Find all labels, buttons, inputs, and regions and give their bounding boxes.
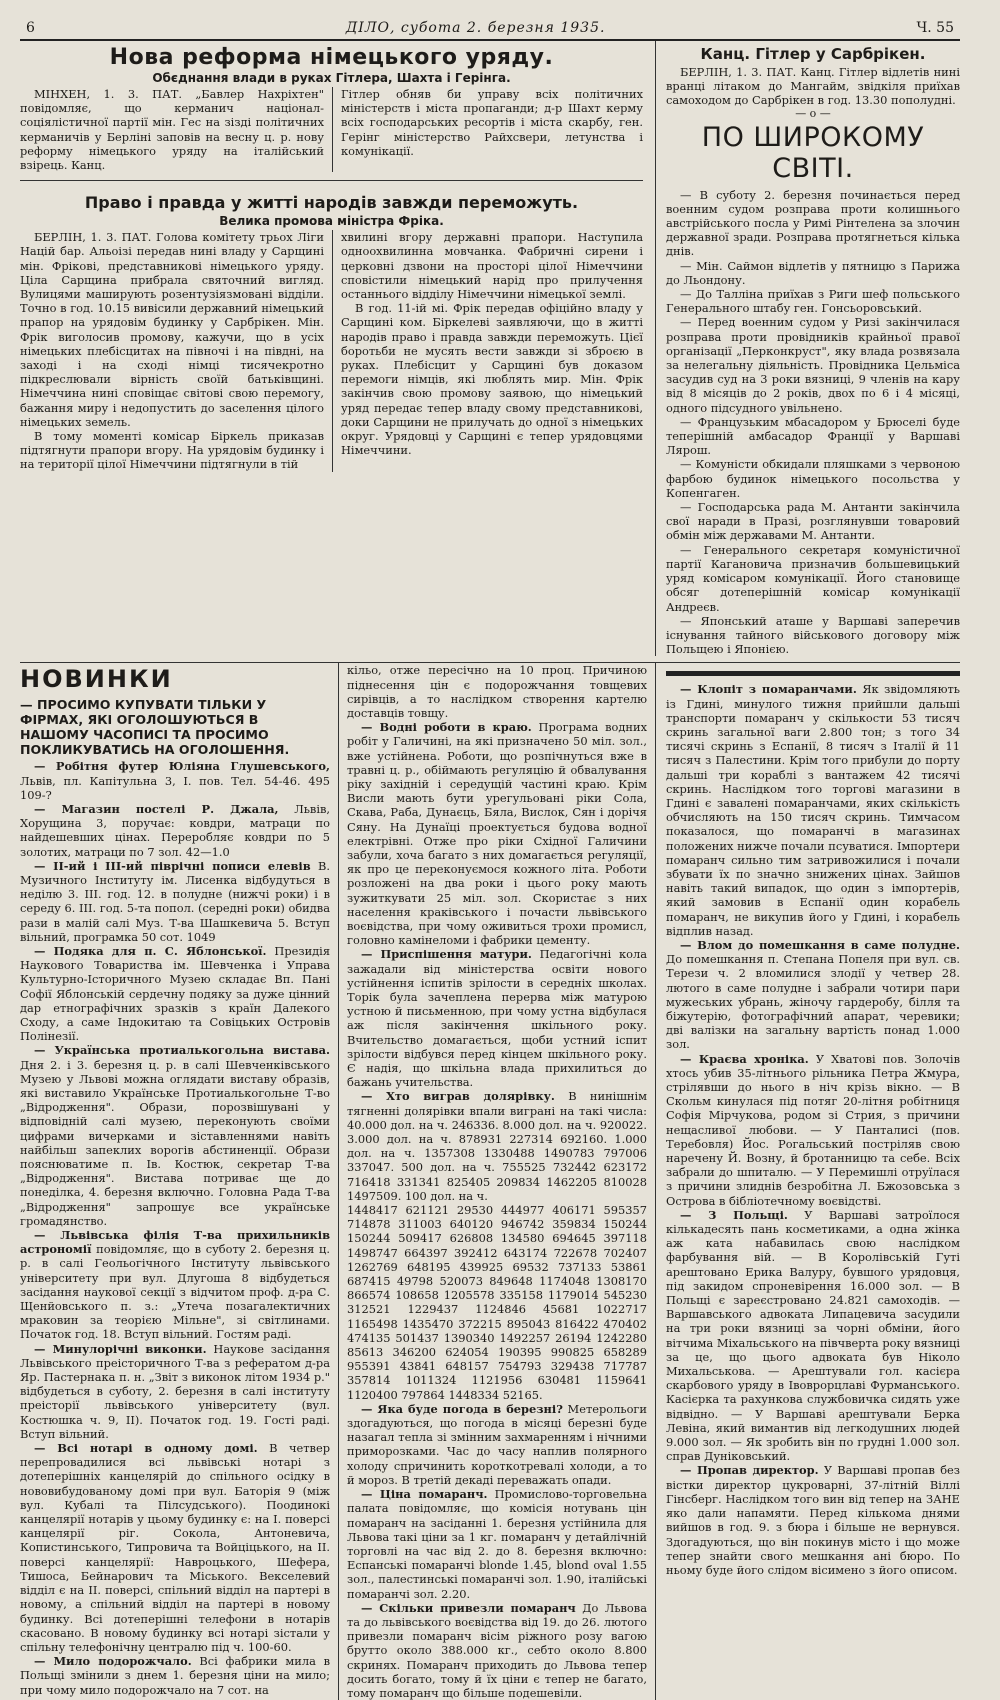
right-news-item xyxy=(666,938,960,1052)
novynky-item-headline: — Всі нотарі в одному домі. xyxy=(34,1441,258,1456)
novynky-item-text: Президія Наукового Товариства ім. Шевченка і Управа Культурно-Історичного Музею складає Вп. Пані Софії Яблонській сердечну подяку за дуже цінний дар етнографічних зразків з країн Далекого Сходу, а саме Індокитаю та Совіцьких Островів Полінезії. xyxy=(20,943,331,1044)
novynky-item-headline: — Магазин постелі Р. Джала, xyxy=(34,801,279,816)
article-saar-left-p2: В тому моменті комісар Біркель приказав підтягнути прапори вгору. На урядовім будинку і на території цілої Німеччини підтягнули в тій xyxy=(20,429,324,472)
novynky-item-text: В четвер перепровадилися всі львівські нотарі з дотеперішніх канцелярій до спільного осідку в нововибудованому домі при вул. Баторія 9 (між вул. Кубалі та Пілсудського). Поодинокі канцелярії нотарів у цьому будинку є: на І. поверсі канцелярії ріг. Сокола, Антоневича, Копистинського, Типровича та Войціцького, на ІІ. поверсі канцелярії: Навроцького, Шефера, Тишоса, Бейнарович та Міського. Векселевий відділ є на ІІ. поверсі, спільний відділ на партері в новому, а спільний відділ на партері в новому будинку. Всі дотеперішні телефони в нотарів скасовано. В новому будинку всі нотарі зістали у спільну телефонічну централю під ч. 100-60. xyxy=(20,1441,330,1654)
novynky-item xyxy=(20,1342,330,1441)
page-number: 6 xyxy=(26,20,35,36)
novynky-item xyxy=(20,802,330,859)
novynky-item xyxy=(20,944,330,1043)
newspaper-title-date: ДІЛО, субота 2. березня 1935. xyxy=(345,20,606,36)
right-news-item-headline: — Пропав директор. xyxy=(680,1463,819,1478)
novynky-item xyxy=(20,1654,330,1697)
middle-news-item-headline: — Приспішення матури. xyxy=(361,947,532,962)
world-news-item: — Генерального секретаря комуністичної партії Кагановича призначив большевицький уряд комісаром комунікації. Його становище обсяг дотеперішній комісар комунікації Андреєв. xyxy=(666,542,960,614)
right-news-item xyxy=(666,1052,960,1208)
middle-news-item-text: Метерольоги здогадуються, що погода в місяці березні буде назагал тепла зі змінним захмаренням і нічними приморозками. Час до часу наплив полярного холоду спричинить короткотревалі холоди, а то й мороз. В третій декаді переважать опади. xyxy=(347,1401,647,1487)
middle-column xyxy=(338,663,655,1700)
middle-news-item-headline: — Водні роботи в краю. xyxy=(361,720,532,735)
world-news-item: — Японський аташе у Варшаві заперечив існування тайного військового договору між Польщею і Японією. xyxy=(666,613,960,657)
novynky-item-headline: — Минулорічні виконки. xyxy=(34,1341,207,1356)
novynky-item-text: Львів, пл. Капітульна 3, І. пов. Тел. 54-46. 495 109-? xyxy=(20,773,330,802)
novynky-item-text: Всі фабрики мила в Польщі змінили з днем 1. березня ціни на мило; при чому мило подорожчало на 7 сот. на xyxy=(20,1654,330,1697)
world-news-item: — В суботу 2. березня починається перед военним судом розправа проти колишнього австрійського посла у Римі Рінтелена за злочин державної зради. Розправа протягнеться кілька днів. xyxy=(666,187,960,259)
article-hitler-title: Канц. Гітлер у Сарбрікен. xyxy=(700,45,926,63)
article-reform xyxy=(20,45,643,172)
novynky-item-headline: — Подяка для п. С. Яблонської. xyxy=(34,943,267,958)
right-column xyxy=(655,663,960,1700)
novynky-column xyxy=(20,663,338,1700)
novynky-item xyxy=(20,1043,330,1228)
article-saar-left-p1: БЕРЛІН, 1. 3. ПАТ. Голова комітету трьох Ліги Націй бар. Альоізі передав нині владу у Сарщині мін. Фрікові, представникові німецького уряду. Ціла Сарщина прибрала святочний вигляд. Вулицями маширують розентузіязмовані відділи. Точно в год. 10.15 вивісили державний німецький прапор на урядовім будинку у Сарбрікен. Мін. Фрік виголосив промову, кажучи, що в усіх німецьких плебісцитах на півночі і на півдні, на заході і на сході німці тисячекротно підкреслювали вірність своїй батьківщині. Німеччина нині сповіщає світові свою перемогу, бажання миру і недопустить до заселення цілого німецьких земель. xyxy=(20,230,324,429)
article-reform-left-text: МІНХЕН, 1. 3. ПАТ. „Бавлер Нахріхтен" повідомляє, що керманич націонал-соціялістичної партії мін. Гес на зізді політичних керманичів у Берліні заповів на весну ц. р. нову реформу німецького уряду на італійський взірець. Канц. xyxy=(20,87,324,173)
novynky-item-text: Дня 2. і 3. березня ц. р. в салі Шевченківського Музею у Львові можна оглядати виставу образів, які виставило Українське Протиалькогольне Т-во „Відродження". Образи, порозвішувані у відповідній салі музею, переконують своїми цифрами вичерками и зіставленнями навіть найбільш запеклих ворогів абстиненції. Образи пояснюватиме п. Ів. Костюк, секретар Т-ва „Відродження". Вистава потриває ще до понеділка, 4. березня включно. Головна Рада Т-ва „Відродження" запрошує все українське громадянство. xyxy=(20,1057,330,1228)
middle-news-item xyxy=(347,947,647,1089)
right-news-item-text: У Варшаві пропав без вістки директор цукроварні, 37-літній Віллі Гінсберг. Наслідком того вин від тепер на ЗАНЕ яко дали напамяти. Перед кількома днями вийшов в год. 9. з бюра і більше не вернувся. Здогадуються, що він покинув місто і що може тепер знайти свого мешкання ані бюро. По ньому буде його слідом вісимено з його описом. xyxy=(666,1463,960,1577)
divider xyxy=(20,180,643,181)
right-news-list xyxy=(666,682,960,1577)
world-news-item: — Господарська рада М. Антанти закінчила свої наради в Празі, розглянувши товаровий обмін між державами М. Антанти. xyxy=(666,500,960,543)
world-news-item: — Перед военним судом у Ризі закінчилася розправа проти провідників крайньої правої організації „Перконкруст", яку влада розвязала за нелегальну діяльність. Провідника Цельміса засудив суд на 3 роки вязниці, 9 членів на кару від 8 місяців до 2 років, двох по 6 і 4 місяці, одного підсудного увільнено. xyxy=(666,315,960,415)
middle-news-item xyxy=(347,720,647,947)
right-news-item-text: У Варшаві затроїлося кількадесять пань косметиками, а одна жінка аж ката набавилась свою наслідком фарбування вій. — В Королівській Гуті арештовано Ерика Валуру, бувшого урядовця, під закидом спроневірення 16.000 зол. — В Польщі є зареєстровано 24.821 самоходів. — Варшавського адвоката Липацевича засудили на три роки вязниці за чорні обміни, його вітчима Міхальського на півчверта року вязниці за це, що цього адвоката був Ніколо Михальськова. — Арештували гол. касієра скарбового уряду в Івоврорцлаві Фурманського. Касієрка та рахункова службовичка сидять уже відвідно. — У Варшаві арештували Берка Левіна, який вимантив від легкодушних людей 9.000 зол. — Як зробить він по грудні 1.000 зол. справ Дуніковський. xyxy=(666,1207,960,1464)
right-news-item-text: До помешкання п. Степана Попеля при вул. св. Терези ч. 2 вломилися злодії у четвер 28. лютого в саме полудне і забрали чотири пари мужеських убрань, жіночу гардеробу, білля та біжутерію, фотографічний апарат, черевики; дві валізки на загальну вартість понад 1.000 зол. xyxy=(666,952,960,1052)
middle-news-item-headline: — Яка буде погода в березні? xyxy=(361,1401,563,1416)
right-news-item xyxy=(666,1463,960,1577)
middle-list-2 xyxy=(347,1402,647,1700)
right-news-item-headline: — Влом до помешкання в саме полудне. xyxy=(680,937,960,952)
article-saar xyxy=(20,193,643,471)
top-band xyxy=(20,41,960,656)
world-news-item: — Комуністи обкидали пляшками з червоною фарбою будинок німецького посольства у Копенгаген. xyxy=(666,457,960,500)
novynky-item-text: повідомляє, що в суботу 2. березня ц. р. в салі Геольогічного Інституту львівського університету при вул. Длугоша 8 відбудеться засідання наукової секції з відчитом проф. д-ра С. Щенйовського п. з.: „Утеча позагалектичних мраковин за теорією Мільне", зі світлинами. Початок год. 18. Вступ вільний. Гостям раді. xyxy=(20,1242,330,1342)
top-left-area xyxy=(20,41,655,656)
novynky-item xyxy=(20,1228,330,1342)
novynky-item-text: В. Музичного Інституту ім. Лисенка відбудуться в неділю 3. ІІІ. год. 12. в полудне (нижчі роки) і в середу 6. ІІІ. год. 5-та попол. (середні роки) обидва рази в малій салі Муз. Т-ва Шашкевича 5. Вступ вільний, програмка 50 сот. 1049 xyxy=(20,858,330,944)
issue-number: Ч. 55 xyxy=(916,20,954,36)
novynky-item-headline: — Львівська філія Т-ва прихильників астрономії xyxy=(20,1228,330,1257)
middle-lead: кільо, отже пересічно на 10 проц. Причиною піднесення цін є подорожчання товщевих сирівців, а то наслідком створення картелю доставців товщу. xyxy=(347,663,647,720)
middle-news-item xyxy=(347,1601,647,1700)
article-hitler-text: БЕРЛІН, 1. 3. ПАТ. Канц. Гітлер відлетів нині вранці літаком до Мангайм, звідкіля приїхав самоходом до Сарбрікен в год. 13.30 пополудні. xyxy=(666,65,960,108)
right-news-item-text: Як звідомляють із Гдині, минулого тижня прийшли дальші транспорти помаранч у скількости 53 тисяч скринь загальної ваги 2.800 тон; з того 34 тисячі скринь з Еспанії, 8 тисяч з Італії й 11 тисяч з Палестини. Крім того прибули до порту дальші три кораблі з вантажем 42 тисячі скринь. Наслідком того торгові магазини в Гдині є завалені помаранчами, яких скількість обчисляють на 150 тисяч скринь. Тимчасом показалося, що помаранчі в магазинах положених нижче почали псуватися. Імпортери помаранч сильно тим затривожилися і почали збувати їх по значно знижених цінах. Зайшов навіть такий випадок, що один з імпортерів, який замовив в Еспанії один корабель помаранч, не викупив його у Гдині, і корабель відплив назад. xyxy=(666,682,960,938)
novynky-item xyxy=(20,759,330,802)
thick-divider xyxy=(666,671,960,676)
right-news-item-headline: — Краєва хроніка. xyxy=(680,1051,809,1066)
middle-news-item-text: В нинішнім тягненні долярівки впали виграні на такі числа: 40.000 дол. на ч. 246336. 8.000 дол. на ч. 920022. 3.000 дол. на ч. 878931 227314 692160. 1.000 дол. на ч. 1357308 1330488 1490783 797006 337047. 500 дол. на ч. 755525 732442 623172 716418 331341 825405 209834 1462205 810028 1497509. 100 дол. на ч. xyxy=(347,1089,647,1203)
middle-news-item xyxy=(347,1487,647,1601)
world-news-item: — До Талліна приїхав з Риги шеф польського Генерального штабу ген. Гонсьоровський. xyxy=(666,287,960,316)
middle-news-item xyxy=(347,1402,647,1487)
top-right-area xyxy=(655,41,960,656)
article-reform-title: Нова реформа німецького уряду. xyxy=(109,45,554,70)
novynky-list xyxy=(20,759,330,1696)
world-news-list xyxy=(666,188,960,657)
bottom-band xyxy=(20,663,960,1700)
novynky-item-text: Львів, Хорущина 3, поручає: ковдри, матраци по найдешевших цінах. Переробляє ковдри по 5 золотих, матраци по 7 зол. 42—1.0 xyxy=(20,801,330,859)
right-news-item xyxy=(666,682,960,938)
middle-news-item-headline: — Ціна помаранч. xyxy=(361,1487,488,1502)
right-news-item-text: У Хватові пов. Золочів хтось убив 35-літнього рільника Петра Жмура, стрілявши до нього в ніч крізь вікно. — В Скольм кинулася під потяг 20-літня робітниця Софія Мірчукова, родом зі Стрия, з причини нещасливої любови. — У Панталисі (пов. Теребовля) Йос. Рогальський постріляв свою наречену Й. Возну, й бротанницю та себе. Всіх забрали до шпиталю. — У Перемишлі отруїлася з причини злиднів безробітна Л. Бжозовська з Острова в бібліотечному воєвідстві. xyxy=(666,1051,960,1208)
article-saar-title: Право і правда у житті народів завжди переможуть. xyxy=(84,193,579,213)
novynky-title: НОВИНКИ xyxy=(20,665,173,694)
world-news-title: ПО ШИРОКОМУ СВІТІ. xyxy=(701,121,925,184)
right-news-item xyxy=(666,1208,960,1464)
middle-list-1 xyxy=(347,720,647,1203)
middle-news-item-text: До Львова та до львівського воєвідства від 19. до 26. лютого привезли помаранч вісім ріжного розу вагою брутто около 388.000 кг., себто около 8.800 скринях. Помаранч приходить до Львова тепер досить богато, тому й їх ціни є тепер не багато, тому помаранч що більше подешевіли. xyxy=(347,1600,647,1700)
article-saar-right-p2: В год. 11-ій мі. Фрік передав офіційно владу у Сарщині ком. Біркелеві заявляючи, що в житті народів право і правда завжди переможуть. Цієї боротьби не мусять вести завжди зі зброєю в руках. Плебісцит у Сарщині був доказом перемоги німців, які люблять мир. Мін. Фрік закінчив свою промову заявою, що німецький уряд передає тепер владу свому представникові, доки Сарщини не прилучать до одної з німецьких округ. Урядовці у Сарщині є тепер урядовцями Німеччини. xyxy=(341,301,643,458)
novynky-item-headline: — Українська протиалькогольна вистава. xyxy=(34,1043,330,1058)
middle-news-item-text: Промислово-торговельна палата повідомляє, що комісія нотувань цін помаранч на засіданні 1. березня устійнила для Львова такі ціни за 1 кг. помаранч у детайлічній торговлі на час від 2. до 8. березня включно: Еспанські помаранчі blonde 1.45, blond oval 1.55 зол., палестинські помаранчі зол. 1.90, італійські помаранчі зол. 2.20. xyxy=(347,1487,648,1601)
right-news-item-headline: — Клопіт з помаранчами. xyxy=(680,682,857,697)
novynky-item-headline: — Робітня футер Юліяна Глушевського, xyxy=(34,759,330,774)
novynky-item-text: Наукове засідання Львівського преісторичного Т-ва з рефератом д-ра Яр. Пастернака п. н. „Звіт з виконок літом 1934 р." відбудеться в суботу, 2. березня в салі інституту преісторії львівського університету (вул. Костюшка ч. 9, ІІ). Початок год. 19. Гості раді. Вступ вільний. xyxy=(20,1341,331,1441)
novynky-item xyxy=(20,859,330,944)
article-saar-subtitle: Велика промова міністра Фріка. xyxy=(219,214,444,229)
masthead xyxy=(20,14,960,41)
middle-news-item xyxy=(347,1089,647,1203)
middle-news-item-text: Програма водних робіт у Галичині, на які призначено 50 міл. зол., вже устійнена. Роботи, що розпічнуться вже в травні ц. р., обіймають регуляцію й обвалування ріку західній і середущій частині краю. Крім Висли мають бути урегульовані ріки Сола, Скава, Раба, Дунаєць, Бяла, Вислок, Сян і дорічя Сяну. На Дунаїці проектується будова водної електрівні. Отже про ріки Східної Галичини забули, хоча багато з них домагається регуляції, як про це переконуємося кожного літа. Роботи розложені на два роки і цього року мають зужиткувати 25 міл. зол. Скористає з них населення краківського і почасти львівського воєвідства, при чому оживиться трохи промисл, головно камінеломи і фабрики цементу. xyxy=(347,720,647,948)
novynky-item-headline: — Мило подорожчало. xyxy=(34,1654,192,1669)
world-news-item: — Мін. Саймон відлетів у пятницю з Парижа до Льондону. xyxy=(666,258,960,287)
novynky-item-headline: — ІІ-ий і ІІІ-ий піврічні пописи елевів xyxy=(34,858,311,873)
article-reform-right-text: Гітлер обняв би управу всіх політичних міністерств і міста пропаганди; д-р Шахт керму всіх господарських ресортів і міста скарбу, ген. Герінг міністерство Райхсвери, летунства і комунікації. xyxy=(341,87,643,158)
middle-news-item-text: Педагогічні кола зажадали від міністерства освіти нового устійнення іспитів зрілости в середніх школах. Торік була зачеплена перерва між матурою устною й письменною, при чому устна відбулася аж після закінчення шкільного року. Вчительство домагається, щоби устний іспит зрілости відбувся перед кінцем шкільного року. Є надія, що шкільна влада прихилиться до бажань учительства. xyxy=(347,947,647,1090)
lottery-numbers: 1448417 621121 29530 444977 406171 595357 714878 311003 640120 946742 359834 150244 150244 509417 626808 134580 694645 397118 1498747 664397 392412 643174 722678 702407 1262769 648195 439925 69532 737133 53861 687415 49798 520073 849648 1174048 1308170 866574 108658 1205578 335158 1179014 545230 312521 1229437 1124846 45681 1022717 1165498 1435470 372215 895043 816422 470402 474135 501437 1390340 1492257 26194 1242280 85613 346200 624054 190395 990825 658289 955391 43841 648157 754793 329438 717787 357814 1011324 1121956 630481 1159641 1120400 797864 1448334 52165. xyxy=(347,1203,647,1402)
novynky-appeal: — ПРОСИМО КУПУВАТИ ТІЛЬКИ У ФІРМАХ, ЯКІ ОГОЛОШУЮТЬСЯ В НАШОМУ ЧАСОПИСІ ТА ПРОСИМО ПОКЛИКУВАТИСЬ НА ОГОЛОШЕННЯ. xyxy=(20,697,290,758)
article-reform-subtitle: Обєднання влади в руках Гітлера, Шахта і Герінга. xyxy=(152,71,511,85)
separator: — o — xyxy=(795,106,831,120)
article-saar-right-p1: хвилині вгору державні прапори. Наступила одноохвилинна мовчанка. Фабричні сирени і церковні дзвони на просторі цілої Німеччини сповістили німецький нарід про прилучення останнього відділу Німеччини німецької землі. xyxy=(341,230,643,302)
right-news-item-headline: — З Польщі. xyxy=(680,1207,788,1222)
novynky-item xyxy=(20,1441,330,1654)
middle-news-item-headline: — Хто виграв долярівку. xyxy=(361,1089,555,1104)
world-news-item: — Французьким мбасадором у Брюселі буде теперішній амбасадор Франції у Варшаві Лярош. xyxy=(666,414,960,458)
middle-news-item-headline: — Скільки привезли помаранч xyxy=(361,1600,576,1615)
